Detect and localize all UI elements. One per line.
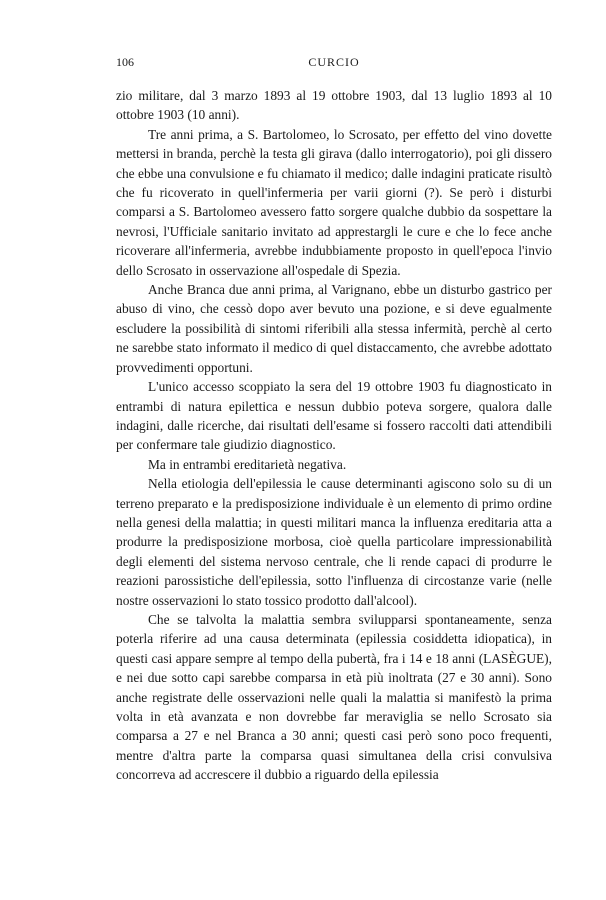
running-title: CURCIO bbox=[308, 55, 360, 69]
paragraph-spontanea: Che se talvolta la malattia sembra svilupparsi spontaneamente, senza poterla riferire ad una causa determinata (epilessia cosiddetta idiopatica), in questi casi appare sempre al tempo della pubertà, fra i 14 e 18 anni (LASÈGUE), e nei due sotto capi sarebbe comparsa in età più inoltrata (27 e 30 anni). Sono anche registrate delle osservazioni nelle quali la malattia si manifestò la prima volta in età avanzata e non dovrebbe far meraviglia se nello Scrosato sia comparsa a 27 e nel Branca a 30 anni; questi casi però sono poco frequenti, mentre d'altra parte la comparsa quasi simultanea della crisi convulsiva concorreva ad accrescere il dubbio a riguardo della epilessia bbox=[116, 611, 552, 783]
paragraph-ereditarieta: Ma in entrambi ereditarietà negativa. bbox=[148, 456, 347, 472]
paragraph-unico-accesso: L'unico accesso scoppiato la sera del 19 ottobre 1903 fu diagnosticato in entrambi di natura epilettica e nessun dubbio poteva sorgere, qualora dalle indagini, dalle ricerche, dai risultati dell'esame si fossero raccolti dati attendibili per confermare tale giudizio diagnostico. bbox=[116, 379, 552, 453]
paragraph-etiologia: Nella etiologia dell'epilessia le cause determinanti agiscono solo su di un terreno preparato e la predisposizione individuale è un elemento di primo ordine nella genesi della malattia; in questi militari manca la influenza ereditaria atta a produrre la predisposizione morbosa, cioè quella particolare impressionabilità degli elementi del sistema nervoso centrale, che li rende capaci di produrre le reazioni parossistiche dell'epilessia, sotto l'influenza di circostanze varie (nelle nostre osservazioni lo stato tossico prodotto dall'alcool). bbox=[116, 476, 552, 608]
paragraph-continuation: zio militare, dal 3 marzo 1893 al 19 ottobre 1903, dal 13 luglio 1893 al 10 ottobre 1903 (10 anni). bbox=[116, 88, 552, 123]
paragraph-scrosato: Tre anni prima, a S. Bartolomeo, lo Scrosato, per effetto del vino dovette mettersi in branda, perchè la testa gli girava (dallo interrogatorio), poi gli dissero che ebbe una convulsione e fu chiamato il medico; dalle indagini praticate risultò che fu ricoverato in quell'infermeria per varii giorni (?). Se però i disturbi comparsi a S. Bartolomeo avessero fatto sorgere qualche dubbio da sospettare la nevrosi, l'Ufficiale sanitario invitato ad apprestargli le cure e che lo fece anche ricoverare all'infermeria, avrebbe indubbiamente proposto in quell'epoca l'invio dello Scrosato in osservazione all'ospedale di Spezia. bbox=[116, 126, 552, 278]
body-text bbox=[116, 86, 552, 785]
paragraph-branca: Anche Branca due anni prima, al Varignano, ebbe un disturbo gastrico per abuso di vino, che cessò dopo aver bevuto una pozione, e si deve egualmente escludere la possibilità di sintomi riferibili alla stessa infermità, perchè al certo ne sarebbe stato informato il medico di quel distaccamento, che avrebbe adottato provvedimenti opportuni. bbox=[116, 282, 552, 375]
page-number: 106 bbox=[116, 55, 134, 69]
page-header bbox=[116, 55, 552, 71]
